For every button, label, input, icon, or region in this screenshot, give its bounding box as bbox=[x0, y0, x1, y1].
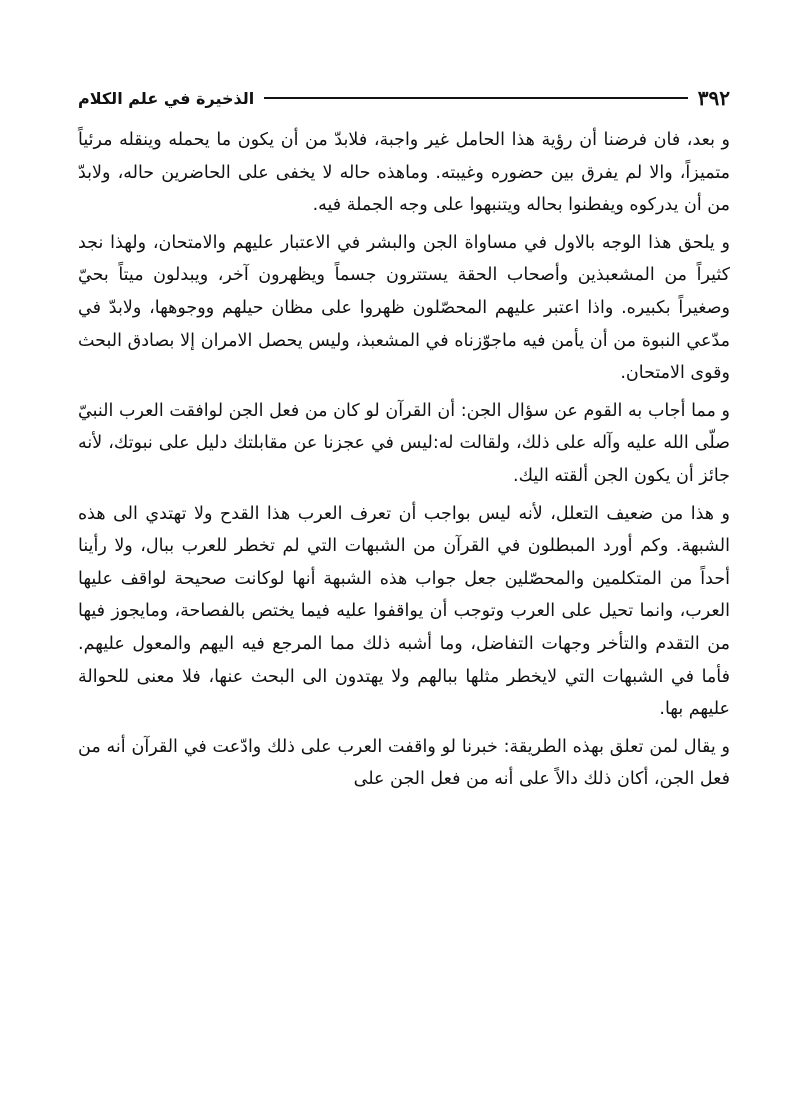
paragraph-5: و يقال لمن تعلق بهذه الطريقة: خبرنا لو واقفت العرب على ذلك وادّعت في القرآن أنه من فعل الجن، أكان ذلك دالاً على أنه من فعل الجن على bbox=[78, 736, 730, 790]
paragraph-1: و بعد، فان فرضنا أن رؤية هذا الحامل غير واجبة، فلابدّ من أن يكون ما يحمله وينقله مرئياً متميزاً، والا لم يفرق بين حضوره وغيبته. وماهذه حاله لا يخفى على الحاضرين حاله، ولابدّ من أن يدركوه ويفطنوا بحاله ويتنبهوا على وجه الجملة فيه. bbox=[78, 130, 730, 216]
book-page bbox=[78, 80, 730, 801]
page-number: ٣٩٢ bbox=[697, 86, 730, 110]
header-rule bbox=[264, 97, 688, 99]
paragraph-4: و هذا من ضعيف التعلل، لأنه ليس بواجب أن تعرف العرب هذا القدح ولا تهتدي الى هذه الشبهة. وكم أورد المبطلون في القرآن من الشبهات التي لم تخطر للعرب ببال، ولا رأينا أحداً من المتكلمين والمحصّلين جعل جواب هذه الشبهة أنها لوكانت صحيحة لواقف عليها العرب، وانما تحيل على العرب وتوجب أن يواقفوا عليه فيما يختص بالفصاحة، ومايجوز فيها من التقدم والتأخر وجهات التفاضل، وما أشبه ذلك مما المرجع فيه اليهم والمعول عليهم. فأما في الشبهات التي لايخطر مثلها ببالهم ولا يهتدون الى البحث عنها، فلا معنى للحوالة عليهم بها. bbox=[78, 503, 730, 720]
paragraph-3: و مما أجاب به القوم عن سؤال الجن: أن القرآن لو كان من فعل الجن لوافقت العرب النبيّ صلّى الله عليه وآله على ذلك، ولقالت له:ليس في عجزنا عن مقابلتك دليل على نبوتك، لأنه جائز أن يكون الجن ألقته اليك. bbox=[78, 400, 730, 486]
running-header bbox=[78, 80, 730, 116]
page-body bbox=[78, 124, 730, 796]
paragraph-2: و يلحق هذا الوجه بالاول في مساواة الجن والبشر في الاعتبار عليهم والامتحان، ولهذا نجد كثيراً من المشعبذين وأصحاب الحقة يستترون جسماً ويظهرون آخر، ويبدلون ميتاً بحيّ وصغيراً بكبيره. واذا اعتبر عليهم المحصّلون ظهروا على مظان حيلهم ووجوهها، ولابدّ في مدّعي النبوة من أن يأمن فيه ماجوّزناه في المشعبذ، وليس يحصل الامران إلا بصادق البحث وقوى الامتحان. bbox=[78, 232, 730, 384]
book-title: الذخيرة في علم الكلام bbox=[78, 88, 255, 108]
